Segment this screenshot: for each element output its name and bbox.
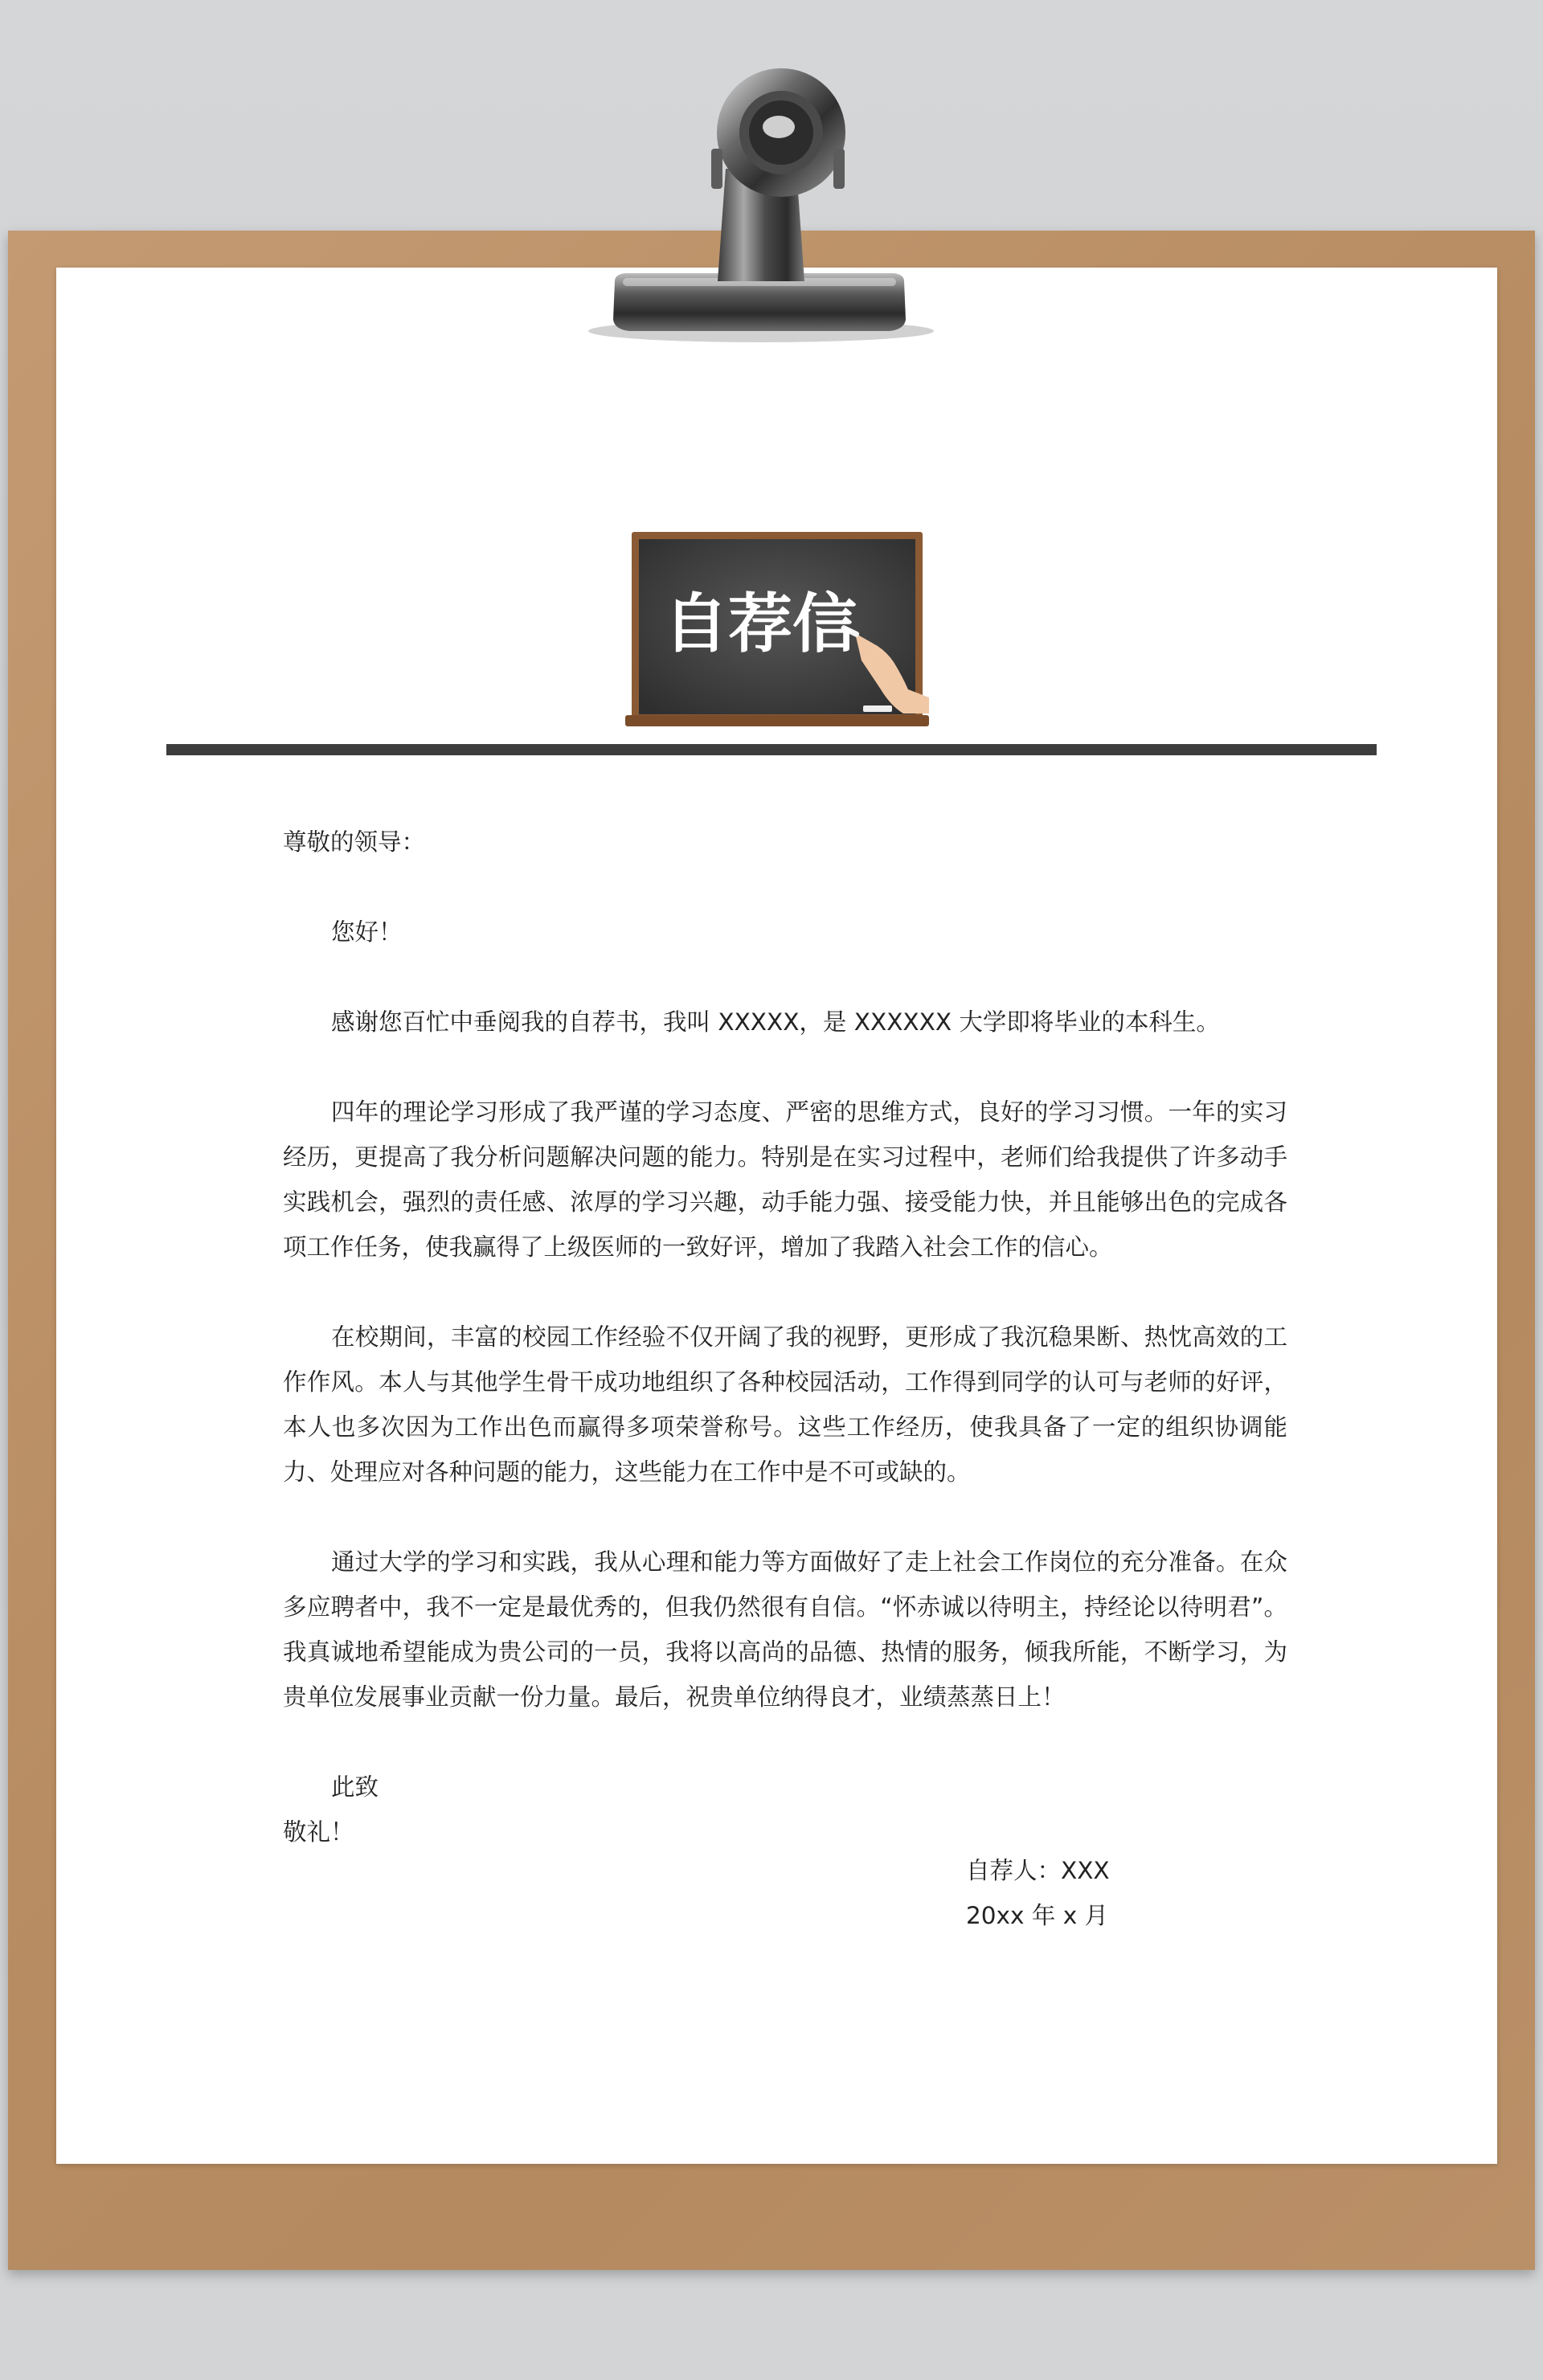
header-divider (166, 744, 1377, 755)
closing-line2: 敬礼！ (283, 1818, 354, 1846)
signature-block (966, 1848, 1110, 1938)
signer: 自荐人：XXX (966, 1857, 1110, 1884)
paragraph-intro: 感谢您百忙中垂阅我的自荐书，我叫 XXXXX，是 XXXXXX 大学即将毕业的本科生。 (331, 1008, 1220, 1036)
greeting: 您好！ (331, 918, 403, 946)
paragraph-conclusion: 通过大学的学习和实践，我从心理和能力等方面做好了走上社会工作岗位的充分准备。在众多应聘者中，我不一定是最优秀的，但我仍然很有自信。“怀赤诚以待明主，持经论以待明君”。我真诚地希望能成为贵公司的一员，我将以高尚的品德、热情的服务，倾我所能，不断学习，为贵单位发展事业贡献一份力量。最后，祝贵单位纳得良才，业绩蒸蒸日上！ (283, 1548, 1287, 1711)
blackboard-logo (625, 532, 931, 733)
salutation: 尊敬的领导： (283, 828, 426, 856)
letter-body (283, 820, 1287, 1855)
closing-line1: 此致 (331, 1773, 379, 1801)
paragraph-study: 四年的理论学习形成了我严谨的学习态度、严密的思维方式，良好的学习习惯。一年的实习经历，更提高了我分析问题解决问题的能力。特别是在实习过程中，老师们给我提供了许多动手实践机会，强烈的责任感、浓厚的学习兴趣，动手能力强、接受能力快，并且能够出色的完成各项工作任务，使我赢得了上级医师的一致好评，增加了我踏入社会工作的信心。 (283, 1098, 1287, 1261)
date: 20xx 年 x 月 (966, 1902, 1109, 1929)
paragraph-campus: 在校期间，丰富的校园工作经验不仅开阔了我的视野，更形成了我沉稳果断、热忱高效的工作作风。本人与其他学生骨干成功地组织了各种校园活动，工作得到同学的认可与老师的好评，本人也多次因为工作出色而赢得多项荣誉称号。这些工作经历，使我具备了一定的组织协调能力、处理应对各种问题的能力，这些能力在工作中是不可或缺的。 (283, 1323, 1287, 1486)
letter-title: 自荐信 (664, 586, 857, 661)
binder-clip-icon (575, 48, 944, 354)
